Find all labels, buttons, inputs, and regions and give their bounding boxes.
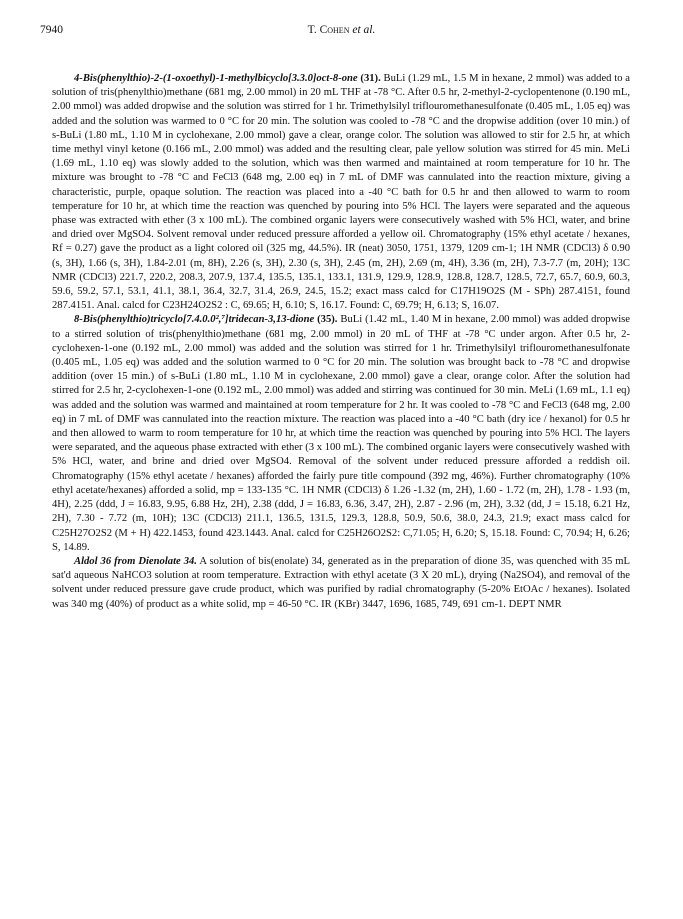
compound-title: Aldol 36 from Dienolate 34. <box>74 555 197 567</box>
page-number: 7940 <box>40 24 63 36</box>
author-surname: Cohen <box>319 24 350 36</box>
experimental-text <box>52 72 630 612</box>
compound-title: 4-Bis(phenylthio)-2-(1-oxoethyl)-1-methylbicyclo[3.3.0]oct-8-one <box>74 73 358 84</box>
paragraph-compound-35 <box>52 313 630 554</box>
author-initial: T. <box>307 24 320 36</box>
running-head <box>40 24 643 36</box>
compound-title: 8-Bis(phenylthio)tricyclo[7.4.0.0²,⁷]tridecan-3,13-dione <box>74 314 315 326</box>
et-al: et al. <box>349 24 376 36</box>
procedure-text: BuLi (1.42 mL, 1.40 M in hexane, 2.00 mmol) was added dropwise to a stirred solution of tris(phenylthio)methane (681 mg, 2.00 mmol) in 20 mL of THF at -78 °C under argon. After 0.5 hr, 2-cyclohexen-1-one (0.192 mL, 2.00 mmol) was added and the solution was stirred for 1 hr. Trimethylsilyl triflouromethanesulfonate (0.405 mL, 1.05 eq) was added and the solution warmed to 0 °C for 20 min. The solution was brought back to -78 °C and dropwise addition (over 15 min.) of s-BuLi (1.80 mL, 1.10 M in cyclohexane, 2.00 mmol) gave a clear, orange color. After the solution had stirred for 2.5 hr, 2-cyclohexen-1-one (0.192 mL, 2.00 mmol) was added and stirring was continued for 30 min. MeLi (1.69 mL, 1.1 eq) was added and the solution was warmed and maintained at room temperature for 2 hr. It was cooled to -78 °C and FeCl3 (648 mg, 2.00 eq) in 7 mL of DMF was cannulated into the reaction mixture. The reaction was placed into a -40 °C bath (dry ice / hexanol) for 0.5 hr and then allowed to warm to room temperature for 10 hr, at which time the reaction was quenched by pouring into 5% HCl. The layers were separated, and the aqueous phase extracted with ether (3 x 100 mL). The combined organic layers were consecutively washed with 5% HCl, water, and brine and dried over MgSO4. Removal of the solvent under reduced pressure afforded a reddish oil. Chromatography (15% ethyl acetate / hexanes) afforded the fairly pure title compound (392 mg, 46%). Further chromatography (10% ethyl acetate/hexanes) afforded a solid, mp = 133-135 °C. 1H NMR (CDCl3) δ 1.26 -1.32 (m, 2H), 1.60 - 1.72 (m, 2H), 1.78 - 1.93 (m, 4H), 2.25 (ddd, J = 16.83, 9.95, 6.88 Hz, 2H), 2.38 (ddd, J = 16.83, 6.36, 3.47, 2H), 2.87 - 2.96 (m, 2H), 3.32 (dd, J = 15.18, 6.21 Hz, 2H), 7.30 - 7.72 (m, 10H); 13C (CDCl3) 211.1, 136.5, 131.5, 129.3, 128.8, 50.9, 50.6, 38.0, 24.3, 21.9; exact mass calcd for C25H27O2S2 (M + H) 422.1453, found 423.1443. Anal. calcd for C25H26O2S2: C,71.05; H, 6.20; S, 15.18. Found: C, 70.94; H, 6.26; S, 14.89. <box>52 314 631 553</box>
paragraph-aldol-36 <box>52 555 630 612</box>
compound-number: (35). <box>317 314 338 326</box>
procedure-text: A solution of bis(enolate) 34, generated as in the preparation of dione 35, was quenched with 35 mL sat'd aqueous NaHCO3 solution at room temperature. Extraction with ethyl acetate (3 X 20 mL), drying (Na2SO4), and removal of the solvent under reduced pressure gave crude product, which was purified by radial chromatography (5-20% EtOAc / hexanes). Isolated was 340 mg (40%) of product as a white solid, mp = 46-50 °C. IR (KBr) 3447, 1696, 1685, 749, 691 cm-1. DEPT NMR <box>52 555 630 610</box>
compound-number: (31). <box>360 73 381 84</box>
page-header <box>40 24 643 40</box>
paragraph-compound-31 <box>52 72 630 313</box>
procedure-text: BuLi (1.29 mL, 1.5 M in hexane, 2 mmol) was added to a solution of tris(phenylthio)methane (681 mg, 2.00 mmol) in 20 mL THF at -78 °C. After 0.5 hr, 2-methyl-2-cyclopentenone (0.190 mL, 2.00 mmol) was added dropwise and the solution was stirred for 1 hr. Trimethylsilyl triflouromethanesulfonate (0.405 mL, 1.05 eq) was added and the solution was warmed to 0 °C for 20 min. The solution was cooled to -78 °C and the dropwise addition (over 10 min.) of s-BuLi (1.80 mL, 1.10 M in cyclohexane, 2.00 mmol) gave a clear, orange color. The solution was allowed to stir for 2.5 hr, at which time methyl vinyl ketone (0.166 mL, 2.00 mmol) was added and the resulting clear, pale yellow solution was stirred for 45 min. MeLi (1.69 mL, 1.10 eq) was slowly added to the solution, which was then warmed and maintained at room temperature for 10 hr. The mixture was brought to -78 °C and FeCl3 (648 mg, 2.00 eq) in 7 mL of DMF was cannulated into the reaction mixture, giving a characteristic, purple, opaque solution. The reaction was placed into a -40 °C bath for 0.5 hr and then allowed to warm to room temperature for 10 hr, at which time the reaction was quenched by pouring into 5% HCl. The layers were separated and the aqueous phase was extracted with ether (3 x 100 mL). The combined organic layers were consecutively washed with 5% HCl, water, and brine and dried over MgSO4. Solvent removal under reduced pressure afforded a yellow oil. Chromatography (15% ethyl acetate / hexanes, Rf = 0.27) gave the product as a light colored oil (325 mg, 44.5%). IR (neat) 3050, 1751, 1379, 1209 cm-1; 1H NMR (CDCl3) δ 0.90 (s, 3H), 1.66 (s, 3H), 1.84-2.01 (m, 8H), 2.26 (s, 3H), 2.30 (s, 3H), 2.45 (m, 2H), 2.69 (m, 4H), 3.36 (m, 2H), 7.3-7.7 (m, 20H); 13C NMR (CDCl3) 221.7, 220.2, 208.3, 207.9, 137.4, 135.5, 135.1, 133.1, 131.9, 129.9, 128.9, 128.8, 128.7, 128.5, 72.7, 65.7, 60.9, 60.3, 59.6, 59.2, 57.1, 53.1, 41.1, 38.1, 36.4, 32.7, 31.4, 26.9, 24.5, 15.2; exact mass calcd for C17H19O2S (M - SPh) 287.4151, found 287.4151. Anal. calcd for C23H24O2S2 : C, 69.65; H, 6.10; S, 16.17. Found: C, 69.79; H, 6.13; S, 16.07. <box>52 73 630 312</box>
